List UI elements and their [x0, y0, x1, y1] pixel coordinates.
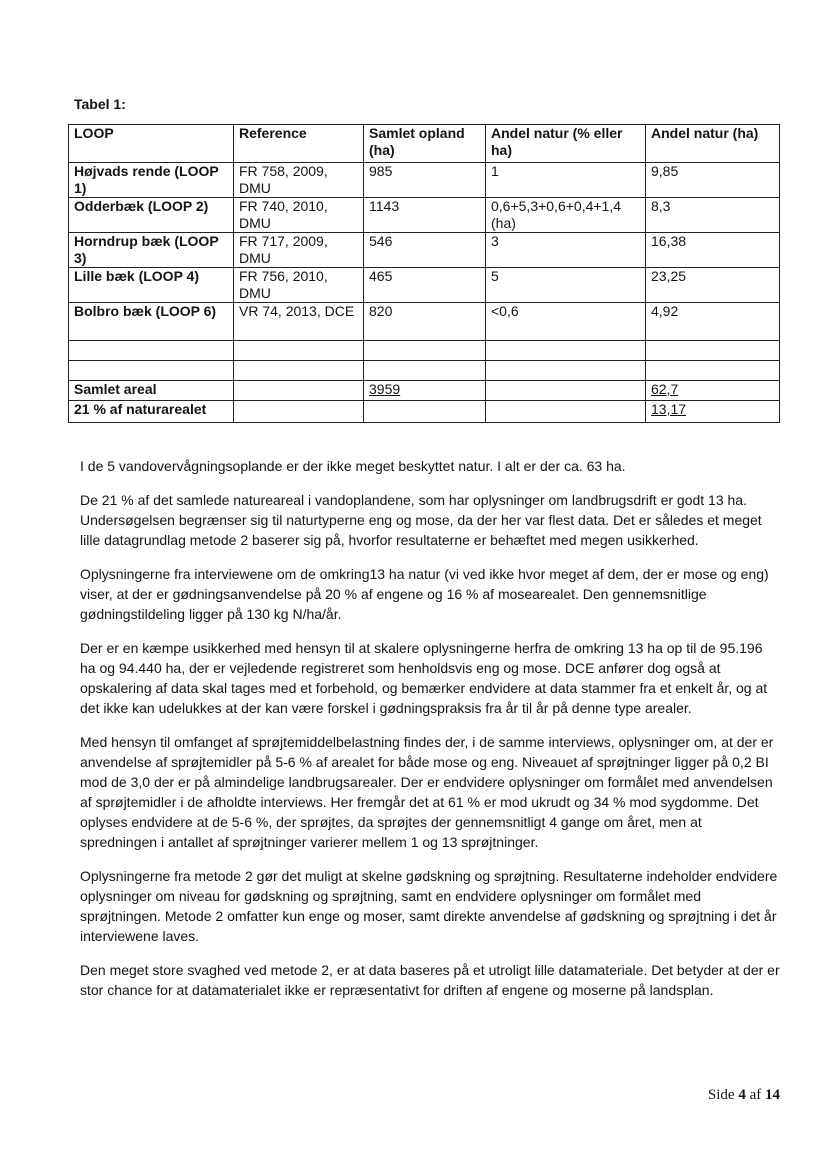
footer-page-total: 14: [765, 1087, 780, 1103]
table-cell: [364, 401, 486, 423]
table-cell: [234, 401, 364, 423]
table-cell: [486, 381, 646, 401]
body-text: [80, 456, 780, 1014]
total-opland: 3959: [364, 381, 486, 401]
table-row: [69, 233, 780, 268]
table-cell: Odderbæk (LOOP 2): [69, 198, 234, 233]
table-cell: 465: [364, 268, 486, 303]
table-row-empty: [69, 341, 780, 361]
header-cell: Andel natur (ha): [646, 125, 780, 163]
paragraph: I de 5 vandovervågningsoplande er der ikke meget beskyttet natur. I alt er der ca. 63 ha.: [80, 458, 626, 474]
table-cell: [234, 361, 364, 381]
table-cell: [364, 361, 486, 381]
table-pct-row: [69, 401, 780, 423]
table-cell: 1: [486, 163, 646, 198]
table-cell: 16,38: [646, 233, 780, 268]
table-cell: Lille bæk (LOOP 4): [69, 268, 234, 303]
table-cell: [646, 341, 780, 361]
table-row: [69, 163, 780, 198]
table-cell: [364, 341, 486, 361]
loop-table: [68, 124, 780, 423]
header-cell: Samlet opland (ha): [364, 125, 486, 163]
table-cell: 1143: [364, 198, 486, 233]
table-cell: 9,85: [646, 163, 780, 198]
table-row: [69, 303, 780, 341]
paragraph: De 21 % af det samlede natureareal i vandoplandene, som har oplysninger om landbrugsdrift er godt 13 ha. Undersøgelsen begrænser sig til naturtyperne eng og mose, da der her var flest data. Det er således et meget lille datagrundlag metode 2 baserer sig på, hvorfor resultaterne er behæftet med megen usikkerhed.: [80, 492, 762, 548]
footer-page-number: 4: [738, 1087, 746, 1103]
table-caption: Tabel 1:: [74, 96, 126, 112]
table-cell: VR 74, 2013, DCE: [234, 303, 364, 341]
paragraph: Oplysningerne fra metode 2 gør det muligt at skelne gødskning og sprøjtning. Resultaterne indeholder endvidere oplysninger om niveau for gødskning og sprøjtning, samt en endvidere oplysninger om formålet med sprøjtningen. Metode 2 omfatter kun enge og moser, samt direkte anvendelse af gødskning og sprøjtning i det år interviewene laves.: [80, 868, 778, 944]
header-cell: LOOP: [69, 125, 234, 163]
header-cell: Reference: [234, 125, 364, 163]
table-row: [69, 268, 780, 303]
table-cell: 3: [486, 233, 646, 268]
footer-side-word: Side: [707, 1087, 735, 1103]
table-cell: [234, 381, 364, 401]
table-cell: 546: [364, 233, 486, 268]
table-row: [69, 198, 780, 233]
table-cell: [234, 341, 364, 361]
paragraph: Oplysningerne fra interviewene om de omkring13 ha natur (vi ved ikke hvor meget af dem, der er mose og eng) viser, at der er gødningsanvendelse på 20 % af engene og 16 % af mosearealet. Den gennemsnitlige gødningstildeling ligger på 130 kg N/ha/år.: [80, 566, 769, 622]
paragraph: Med hensyn til omfanget af sprøjtemiddelbelastning findes der, i de samme interviews, oplysninger om, at der er anvendelse af sprøjtemidler på 5-6 % af arealet for både mose og eng. Niveauet af sprøjtninger ligger på 0,2 BI mod de 3,0 der er på almindelige landbrugsarealer. Der er endvidere oplysninger om formålet med anvendelsen af sprøjtemidler i de afholdte interviews. Her fremgår det at 61 % er mod ukrudt og 34 % mod sygdomme. Det oplyses endvidere at de 5-6 %, der sprøjtes, da sprøjtes der gennemsnitligt 4 gange om året, men at spredningen i antallet af sprøjtninger varierer mellem 1 og 13 sprøjtninger.: [80, 734, 774, 850]
table-cell: 23,25: [646, 268, 780, 303]
table-cell: Bolbro bæk (LOOP 6): [69, 303, 234, 341]
table-cell: FR 756, 2010, DMU: [234, 268, 364, 303]
table-cell: [486, 341, 646, 361]
pct-label: 21 % af naturarealet: [69, 401, 234, 423]
table-total-row: [69, 381, 780, 401]
table-row-empty: [69, 361, 780, 381]
footer-of-word: af: [749, 1087, 762, 1103]
table-cell: 985: [364, 163, 486, 198]
page-footer: [700, 1087, 780, 1104]
table-cell: <0,6: [486, 303, 646, 341]
table-cell: 0,6+5,3+0,6+0,4+1,4 (ha): [486, 198, 646, 233]
paragraph: Der er en kæmpe usikkerhed med hensyn til at skalere oplysningerne herfra de omkring 13 ha op til de 95.196 ha og 94.440 ha, der er vejledende registreret som henholdsvis eng og mose. DCE anfører dog også at opskalering af data skal tages med et forbehold, og bemærker endvidere at data stammer fra et enkelt år, og at det ikke kan udelukkes at der kan være forskel i gødningspraksis fra år til år på denne type arealer.: [80, 640, 768, 716]
table-cell: [486, 361, 646, 381]
table-cell: [69, 341, 234, 361]
table-cell: Horndrup bæk (LOOP 3): [69, 233, 234, 268]
header-cell: Andel natur (% eller ha): [486, 125, 646, 163]
table-cell: [646, 361, 780, 381]
total-label: Samlet areal: [69, 381, 234, 401]
table-cell: 4,92: [646, 303, 780, 341]
table-cell: 5: [486, 268, 646, 303]
total-natur: 62,7: [646, 381, 780, 401]
table-cell: [486, 401, 646, 423]
table-cell: FR 758, 2009, DMU: [234, 163, 364, 198]
table-header-row: [69, 125, 780, 163]
paragraph: Den meget store svaghed ved metode 2, er at data baseres på et utroligt lille datamateriale. Det betyder at der er stor chance for at datamaterialet ikke er repræsentativt for driften af engene og moserne på landsplan.: [80, 962, 780, 998]
table-cell: 820: [364, 303, 486, 341]
table-cell: Højvads rende (LOOP 1): [69, 163, 234, 198]
table-cell: FR 717, 2009, DMU: [234, 233, 364, 268]
table-cell: [69, 361, 234, 381]
table-cell: 8,3: [646, 198, 780, 233]
pct-value: 13,17: [646, 401, 780, 423]
table-cell: FR 740, 2010, DMU: [234, 198, 364, 233]
